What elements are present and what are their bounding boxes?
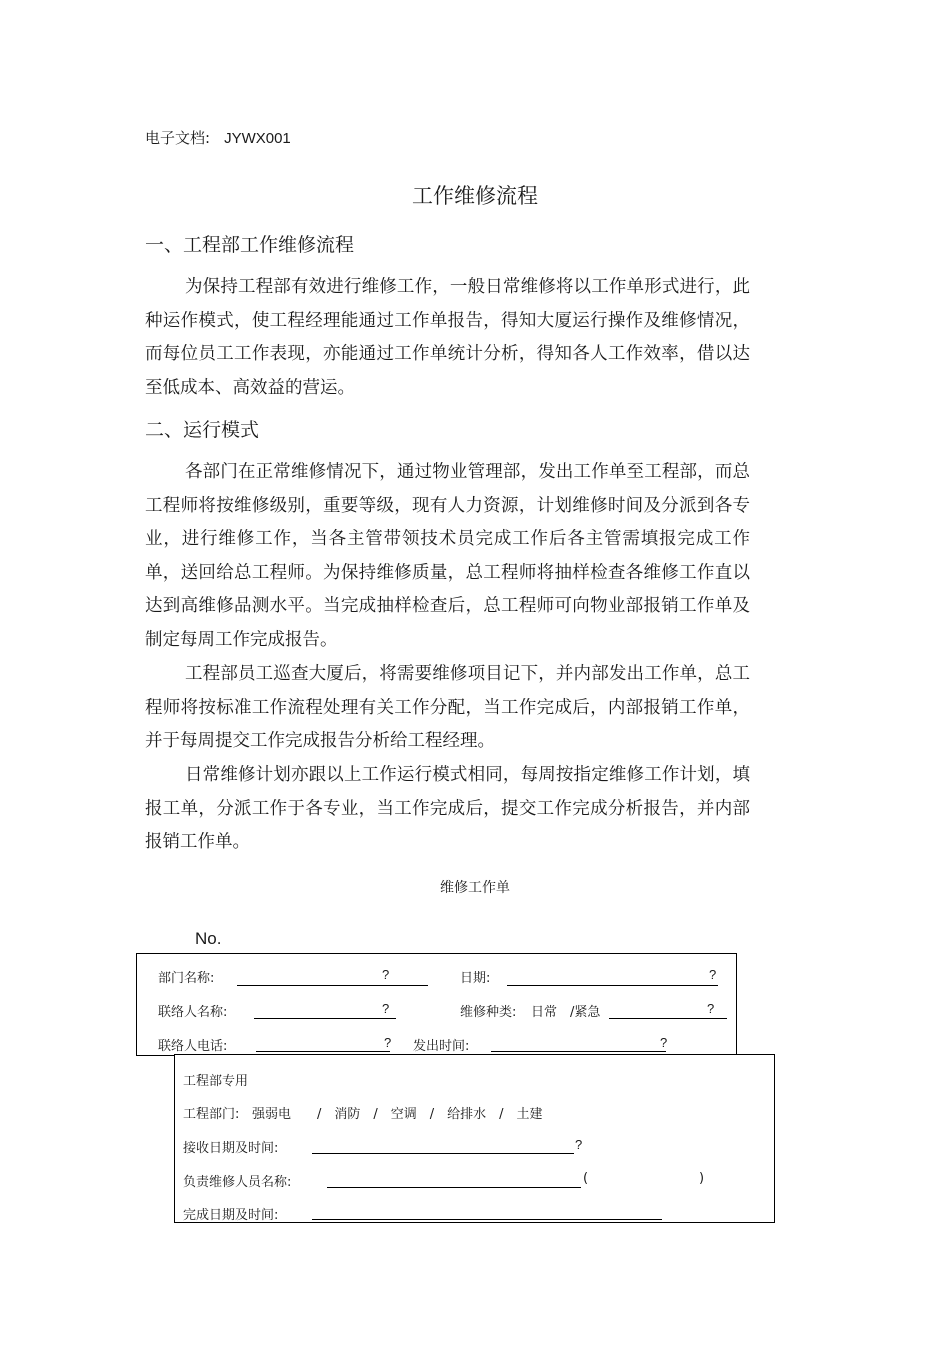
- contact-name-mark: ?: [382, 1001, 390, 1016]
- contact-name-field[interactable]: [254, 1018, 396, 1019]
- request-section: [136, 953, 737, 1056]
- section1-heading: 一、工程部工作维修流程: [145, 234, 355, 256]
- section2-paragraph-1: 各部门在正常维修情况下，通过物业管理部，发出工作单至工程部，而总工程师将按维修级别，重要等级，现有人力资源，计划维修时间及分派到各专业，进行维修工作，当各主管带领技术员完成工作后各主管需填报完成工作单，送回给总工程师。为保持维修质量，总工程师将抽样检查各维修工作直以达到高维修品测水平。当完成抽样检查后，总工程师可向物业部报销工作单及制定每周工作完成报告。: [145, 462, 750, 650]
- staff-name-field[interactable]: [327, 1187, 581, 1188]
- contact-name-label: 联络人名称:: [158, 1005, 228, 1020]
- form-caption: 维修工作单: [440, 880, 510, 896]
- engineering-section: [174, 1054, 775, 1223]
- repair-type-options: 日常 /紧急: [531, 1005, 601, 1020]
- section2-paragraph-2: 工程部员工巡查大厦后，将需要维修项目记下，并内部发出工作单，总工程师将按标准工作流程处理有关工作分配，当工作完成后，内部报销工作单，并于每周提交工作完成报告分析给工程经理。: [145, 664, 750, 752]
- eng-only-label: 工程部专用: [183, 1074, 249, 1089]
- receive-time-label: 接收日期及时间:: [183, 1141, 279, 1156]
- section2-heading: 二、运行模式: [145, 419, 260, 441]
- issue-time-label: 发出时间:: [413, 1039, 470, 1054]
- repair-type-field[interactable]: [609, 1018, 727, 1019]
- receive-time-mark: ?: [575, 1137, 583, 1152]
- issue-time-field[interactable]: [491, 1051, 666, 1052]
- document-number: [145, 127, 291, 148]
- staff-paren-open: (: [583, 1171, 589, 1186]
- repair-type-label: 维修种类:: [460, 1005, 517, 1020]
- date-mark: ?: [709, 967, 717, 982]
- complete-time-label: 完成日期及时间:: [183, 1208, 279, 1223]
- contact-phone-label: 联络人电话:: [158, 1039, 228, 1054]
- section1-paragraph: 为保持工程部有效进行维修工作，一般日常维修将以工作单形式进行，此种运作模式，使工程经理能通过工作单报告，得知大厦运行操作及维修情况，而每位员工工作表现，亦能通过工作单统计分析，得知各人工作效率，借以达至低成本、高效益的营运。: [145, 277, 750, 398]
- eng-dept-options: 强弱电 / 消防 / 空调 / 给排水 / 土建: [252, 1107, 543, 1122]
- repair-type-mark: ?: [707, 1001, 715, 1016]
- dept-name-label: 部门名称:: [158, 971, 215, 986]
- eng-dept-label: 工程部门:: [183, 1107, 240, 1122]
- dept-name-mark: ?: [382, 967, 390, 982]
- date-label: 日期:: [460, 971, 491, 986]
- section2-paragraph-3: 日常维修计划亦跟以上工作运行模式相同，每周按指定维修工作计划，填报工单，分派工作于各专业，当工作完成后，提交工作完成分析报告，并内部报销工作单。: [145, 765, 750, 853]
- receive-time-field[interactable]: [312, 1153, 574, 1154]
- doc-no-code: JYWX001: [224, 130, 291, 147]
- contact-phone-field[interactable]: [256, 1051, 390, 1052]
- contact-phone-mark: ?: [384, 1035, 392, 1050]
- date-field[interactable]: [507, 985, 718, 986]
- page-title: 工作维修流程: [412, 184, 538, 208]
- dept-name-field[interactable]: [237, 985, 428, 986]
- staff-paren-close: ): [699, 1171, 705, 1186]
- complete-time-field[interactable]: [312, 1219, 662, 1220]
- issue-time-mark: ?: [660, 1035, 668, 1050]
- doc-no-label: 电子文档:: [145, 129, 211, 147]
- form-number-label: No.: [195, 929, 222, 948]
- staff-name-label: 负责维修人员名称:: [183, 1175, 292, 1190]
